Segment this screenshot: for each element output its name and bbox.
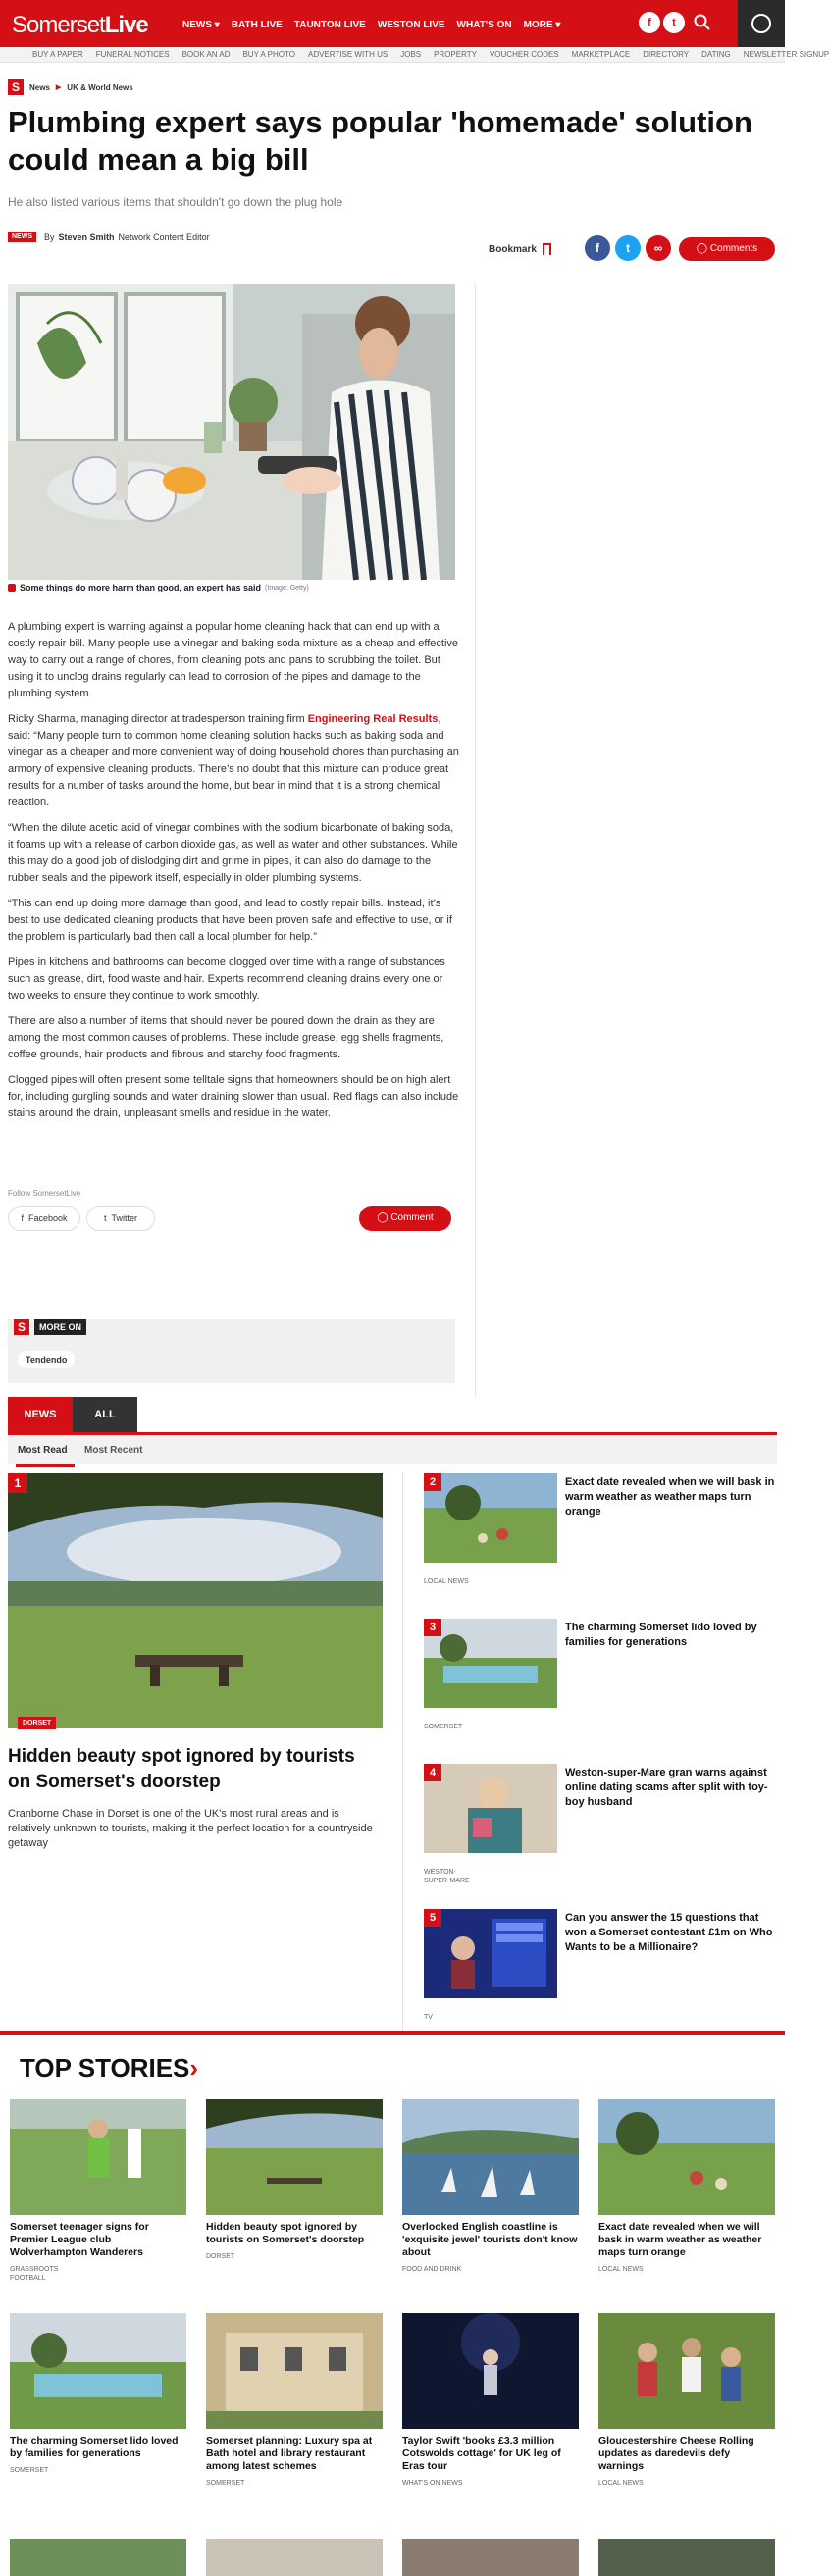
item-thumbnail [424,1909,557,1998]
subnav-link[interactable]: FUNERAL NOTICES [95,50,170,59]
most-read-tabs [8,1397,137,1432]
story-image [402,2313,579,2429]
paragraph: “When the dilute acetic acid of vinegar combines with the sodium bicarbonate of baking soda, it foams up with a release of carbon dioxide gas, as well as water and other substances. While this may do a good job of dislodging dirt and grime in pipes, it can also do damage to the rubber seals and the pipework itself, especially in older plumbing systems. [8,822,458,884]
story-title[interactable]: Hidden beauty spot ignored by tourists on Somerset's doorstep [206,2221,365,2245]
copy-link-icon[interactable]: ∞ [646,235,671,261]
follow-label: Follow SomersetLive [8,1189,81,1198]
story-image[interactable] [598,2539,775,2576]
story-image[interactable] [10,2539,186,2576]
story-title[interactable]: Somerset teenager signs for Premier League club Wolverhampton Wanderers [10,2221,149,2258]
lead-description: Cranborne Chase in Dorset is one of the UK's most rural areas and is relatively unknown to tourists, making it the perfect location for a countryside getaway [8,1808,373,1849]
subnav-link[interactable]: DIRECTORY [643,50,690,59]
lead-image [8,1473,383,1728]
story-image [10,2099,186,2215]
more-on-box: S MORE ON Tendendo [8,1319,455,1383]
story-category: LOCAL NEWS [598,2266,644,2273]
tab-all[interactable]: ALL [73,1397,137,1432]
author-role: Network Content Editor [118,232,210,242]
breadcrumb-news[interactable]: News [29,82,50,92]
top-story-card[interactable] [206,2313,383,2488]
main-nav [182,20,560,30]
subnav-link[interactable]: PROPERTY [434,50,477,59]
story-title[interactable]: Exact date revealed when we will bask in warm weather as weather maps turn orange [598,2221,762,2258]
story-image [402,2099,579,2215]
hero-image [8,284,455,580]
item-category: TV [424,2014,433,2021]
story-image[interactable] [206,2539,383,2576]
top-story-card[interactable] [10,2313,186,2475]
comment-button[interactable]: ◯ Comment [359,1206,451,1231]
item-thumbnail [424,1764,557,1853]
facebook-icon[interactable]: f [639,12,660,33]
chevron-right-icon: › [189,2053,199,2083]
site-logo[interactable]: SomersetLive [12,12,148,38]
column-divider [402,1471,403,2031]
user-icon [751,14,771,33]
category-badge: DORSET [18,1717,56,1729]
byline: NEWS By Steven Smith Network Content Editor [8,232,210,242]
story-title[interactable]: Gloucestershire Cheese Rolling updates as daredevils defy warnings [598,2435,754,2472]
nav-news[interactable]: NEWS ▾ [182,20,220,30]
camera-icon [8,584,16,592]
story-image [206,2313,383,2429]
story-title[interactable]: Somerset planning: Luxury spa at Bath hotel and library restaurant among latest schemes [206,2435,373,2472]
story-category: FOOD AND DRINK [402,2266,462,2273]
topic-chip[interactable]: Tendendo [18,1351,75,1368]
story-image [10,2313,186,2429]
paragraph: A plumbing expert is warning against a popular home cleaning hack that can end up with a costly repair bill. Many people use a vinegar and baking soda mixture as a cheap and effective way to carry out a range of chores, from cleaning pots and pans to scrubbing the toilet. But using it to unclog drains regularly can lead to corrosion of the pipes and damage to the plumbing system. [8,621,459,699]
breadcrumb-uk-world[interactable]: UK & World News [67,82,133,92]
top-story-card[interactable] [402,2313,579,2488]
most-read-lead[interactable] [8,1473,383,1851]
story-title[interactable]: The charming Somerset lido loved by families for generations [10,2435,179,2459]
nav-bath-live[interactable]: BATH LIVE [231,20,283,30]
column-divider [475,284,476,1397]
story-category: SOMERSET [206,2480,245,2487]
item-category: SOMERSET [424,1724,463,1730]
engineering-real-results-link[interactable]: Engineering Real Results [307,713,439,725]
top-story-card[interactable] [10,2099,186,2283]
bookmark-button[interactable]: Bookmark [489,243,551,255]
story-image [206,2099,383,2215]
paragraph: Pipes in kitchens and bathrooms can become clogged over time with a range of substances such as grease, dirt, food waste and hair. Experts recommend cleaning drains every one or two weeks to ensure they continue to work smoothly. [8,956,445,1002]
paragraph: “This can end up doing more damage than good, and lead to costly repair bills. Instead, it’s best to use dedicated cleaning products that have been proven safe and effective to use, or if the problem is particularly bad then call a local plumber for help.” [8,898,452,943]
section-divider [0,2031,785,2035]
subnav-link[interactable]: ADVERTISE WITH US [307,50,389,59]
item-title[interactable]: Weston-super-Mare gran warns against online dating scams after split with toy-boy husband [565,1767,768,1808]
chevron-right-icon: ▶ [55,84,62,91]
follow-twitter-button[interactable]: t Twitter [86,1206,155,1231]
top-story-card[interactable] [206,2099,383,2261]
subnav-link[interactable]: VOUCHER CODES [489,50,559,59]
top-story-card[interactable] [402,2099,579,2274]
subnav-link[interactable]: BUY A PAPER [32,50,83,59]
paragraph: There are also a number of items that should never be poured down the drain as they are among the most common causes of problems. These include grease, egg shells fragments, coffee grounds, hair products and fibrous and starchy food fragments. [8,1015,444,1060]
item-title[interactable]: The charming Somerset lido loved by families for generations [565,1622,757,1648]
subnav-link[interactable]: BOOK AN AD [181,50,231,59]
item-thumbnail [424,1473,557,1563]
story-category: GRASSROOTS FOOTBALL [10,2266,59,2282]
subnav-link[interactable]: DATING [701,50,731,59]
article-body [8,619,459,1131]
story-category: DORSET [206,2253,235,2260]
item-thumbnail [424,1619,557,1708]
news-tag: NEWS [8,232,36,242]
twitter-icon[interactable]: t [663,12,685,33]
most-read-subtabs [8,1432,777,1464]
story-category: LOCAL NEWS [598,2480,644,2487]
item-category: LOCAL NEWS [424,1578,469,1585]
rank-badge: 1 [8,1473,27,1493]
follow-facebook-button[interactable]: f Facebook [8,1206,80,1231]
story-image [598,2313,775,2429]
subnav-link[interactable]: BUY A PHOTO [242,50,295,59]
paragraph: Ricky Sharma, managing director at tradesperson training firm Engineering Real Results, said: “Many people turn to common home cleaning solution hacks such as baking soda and vinegar as a cheaper and more convenient way of doing household chores than purchasing an armory of expensive cleaning products. There’s no doubt that this mixture can produce great results for a number of tasks around the home, but bear in mind that it is a strong chemical reaction. [8,713,459,808]
story-image[interactable] [402,2539,579,2576]
comments-button[interactable]: ◯ Comments [679,237,775,261]
top-story-card[interactable] [598,2313,775,2488]
story-title[interactable]: Taylor Swift 'books £3.3 million Cotswolds cottage' for UK leg of Eras tour [402,2435,561,2472]
twitter-icon: t [103,1213,107,1223]
facebook-icon: f [21,1213,24,1223]
image-caption: Some things do more harm than good, an expert has said (Image: Getty) [8,583,309,592]
story-category: SOMERSET [10,2467,49,2474]
nav-whats-on[interactable]: WHAT'S ON [456,20,512,30]
top-stories-heading[interactable]: TOP STORIES› [20,2053,199,2083]
author-name[interactable]: Steven Smith [58,232,115,242]
item-category: WESTON- SUPER-MARE [424,1869,470,1884]
article-title: Plumbing expert says popular 'homemade' solution could mean a big bill [8,105,752,177]
story-image [598,2099,775,2215]
search-icon[interactable] [693,13,712,32]
breadcrumb [8,79,133,95]
subnav-link[interactable]: MARKETPLACE [571,50,631,59]
subnav-link[interactable]: JOBS [400,50,422,59]
top-story-card[interactable] [598,2099,775,2274]
account-button[interactable] [738,0,785,47]
tab-most-read[interactable]: Most Read [18,1445,68,1456]
lead-title[interactable]: Hidden beauty spot ignored by tourists on Somerset's doorstep [8,1746,355,1792]
nav-taunton-live[interactable]: TAUNTON LIVE [293,20,366,30]
subnav-link[interactable]: NEWSLETTER SIGNUP [743,50,829,59]
bookmark-icon [543,243,551,255]
share-facebook-icon[interactable]: f [585,235,610,261]
tab-news[interactable]: NEWS [8,1397,73,1432]
tab-most-recent[interactable]: Most Recent [84,1445,143,1456]
top-bar [0,0,785,47]
sub-nav [0,47,829,63]
nav-weston-live[interactable]: WESTON LIVE [377,20,445,30]
paragraph: Clogged pipes will often present some telltale signs that homeowners should be on high alert for, including gurgling sounds and water draining slower than usual. Red flags can also include stains around the drain, unpleasant smells and residue in the water. [8,1074,459,1119]
section-badge: S [8,79,24,95]
article-standfirst: He also listed various items that shouldn't go down the plug hole [8,195,343,209]
story-category: WHAT'S ON NEWS [402,2480,463,2487]
nav-more[interactable]: MORE ▾ [523,20,561,30]
share-twitter-icon[interactable]: t [615,235,641,261]
item-title[interactable]: Can you answer the 15 questions that won a Somerset contestant £1m on Who Wants to be a Millionaire? [565,1912,773,1953]
item-title[interactable]: Exact date revealed when we will bask in warm weather as weather maps turn orange [565,1476,775,1518]
story-title[interactable]: Overlooked English coastline is 'exquisite jewel' tourists don't know about [402,2221,578,2258]
